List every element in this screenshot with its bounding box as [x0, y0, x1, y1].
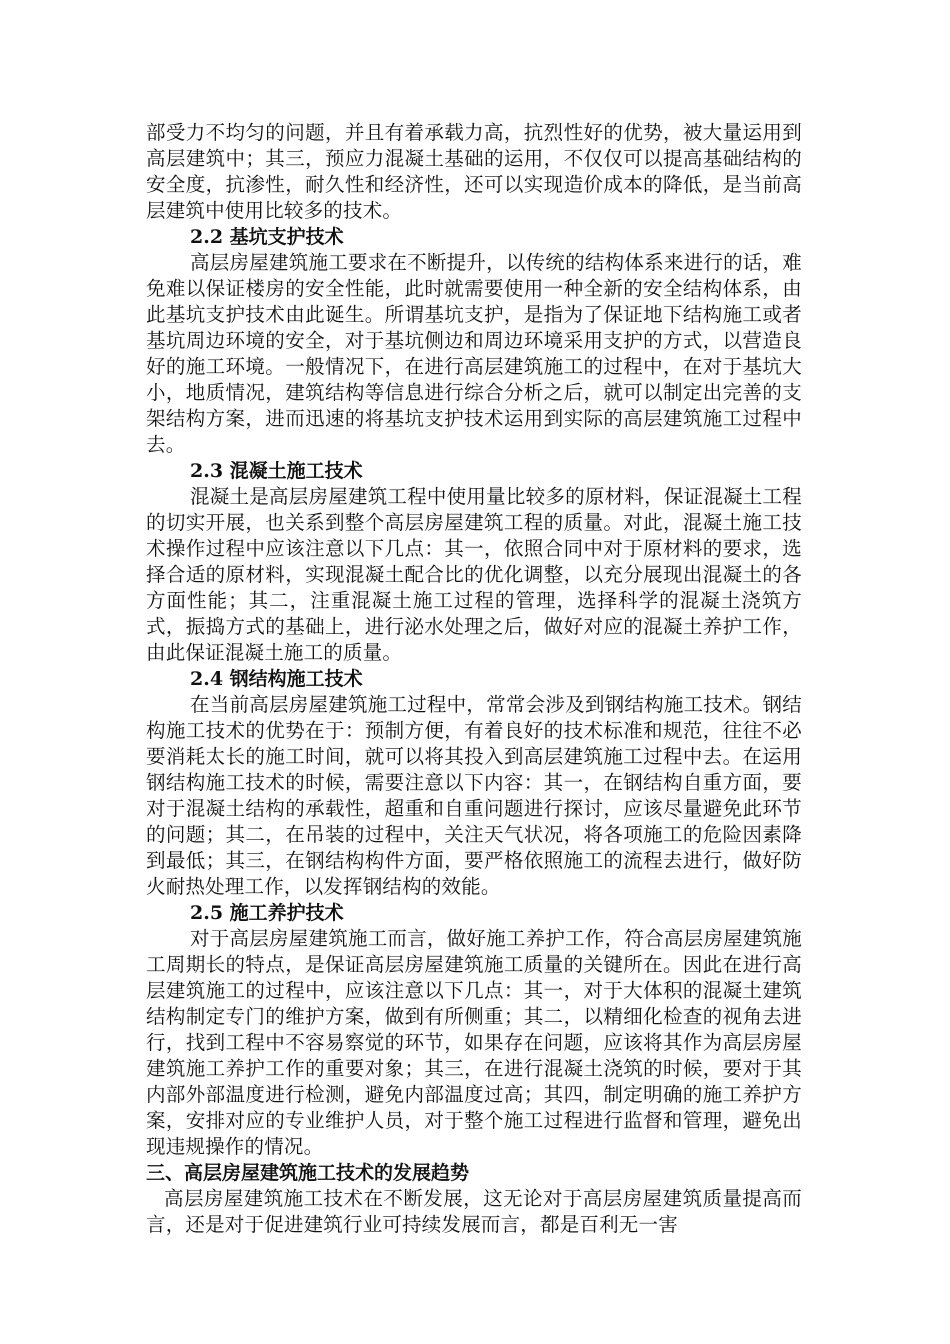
paragraph-2-5: 对于高层房屋建筑施工而言，做好施工养护工作，符合高层房屋建筑施工周期长的特点，是保证高层房屋建筑施工质量的关键所在。因此在进行高层建筑施工的过程中，应该注意以下几点：其一，对于大体积的混凝土建筑结构制定专门的维护方案，做到有所侧重；其二，以精细化检查的视角去进行，找到工程中不容易察觉的环节，如果存在问题，应该将其作为高层房屋建筑施工养护工作的重要对象；其三，在进行混凝土浇筑的时候，要对于其内部外部温度进行检测，避免内部温度过高；其四，制定明确的施工养护方案，安排对应的专业维护人员，对于整个施工过程进行监督和管理，避免出现违规操作的情况。 — [146, 927, 802, 1158]
heading-2-5: 2.5 施工养护技术 — [190, 902, 344, 924]
heading-2-4: 2.4 钢结构施工技术 — [190, 668, 363, 690]
intro-paragraph: 部受力不均匀的问题，并且有着承载力高，抗烈性好的优势，被大量运用到高层建筑中；其三，预应力混凝土基础的运用，不仅仅可以提高基础结构的安全度，抗渗性，耐久性和经济性，还可以实现造价成本的降低，是当前高层建筑中使用比较多的技术。 — [146, 121, 802, 222]
paragraph-3: 高层房屋建筑施工技术在不断发展，这无论对于高层房屋建筑质量提高而言，还是对于促进建筑行业可持续发展而言，都是百利无一害 — [146, 1187, 802, 1236]
paragraph-2-2: 高层房屋建筑施工要求在不断提升，以传统的结构体系来进行的话，难免难以保证楼房的安全性能，此时就需要使用一种全新的安全结构体系，由此基坑支护技术由此诞生。所谓基坑支护，是指为了保证地下结构施工或者基坑周边环境的安全，对于基坑侧边和周边环境采用支护的方式，以营造良好的施工环境。一般情况下，在进行高层建筑施工的过程中，在对于基坑大小，地质情况，建筑结构等信息进行综合分析之后，就可以制定出完善的支架结构方案，进而迅速的将基坑支护技术运用到实际的高层建筑施工过程中去。 — [146, 251, 802, 456]
heading-section-3: 三、高层房屋建筑施工技术的发展趋势 — [146, 1162, 470, 1184]
heading-2-2: 2.2 基坑支护技术 — [190, 226, 344, 248]
paragraph-2-3: 混凝土是高层房屋建筑工程中使用量比较多的原材料，保证混凝土工程的切实开展，也关系到整个高层房屋建筑工程的质量。对此，混凝土施工技术操作过程中应该注意以下几点：其一，依照合同中对于原材料的要求，选择合适的原材料，实现混凝土配合比的优化调整，以充分展现出混凝土的各方面性能；其二，注重混凝土施工过程的管理，选择科学的混凝土浇筑方式，振捣方式的基础上，进行泌水处理之后，做好对应的混凝土养护工作，由此保证混凝土施工的质量。 — [146, 485, 802, 664]
heading-2-3: 2.3 混凝土施工技术 — [190, 460, 363, 482]
document-page — [146, 120, 802, 1238]
paragraph-2-4: 在当前高层房屋建筑施工过程中，常常会涉及到钢结构施工技术。钢结构施工技术的优势在于：预制方便，有着良好的技术标准和规范，往往不必要消耗太长的施工时间，就可以将其投入到高层建筑施工过程中去。在运用钢结构施工技术的时候，需要注意以下内容：其一，在钢结构自重方面，要对于混凝土结构的承载性，超重和自重问题进行探讨，应该尽量避免此环节的问题；其二，在吊装的过程中，关注天气状况，将各项施工的危险因素降到最低；其三，在钢结构构件方面，要严格依照施工的流程去进行，做好防火耐热处理工作，以发挥钢结构的效能。 — [146, 693, 802, 898]
